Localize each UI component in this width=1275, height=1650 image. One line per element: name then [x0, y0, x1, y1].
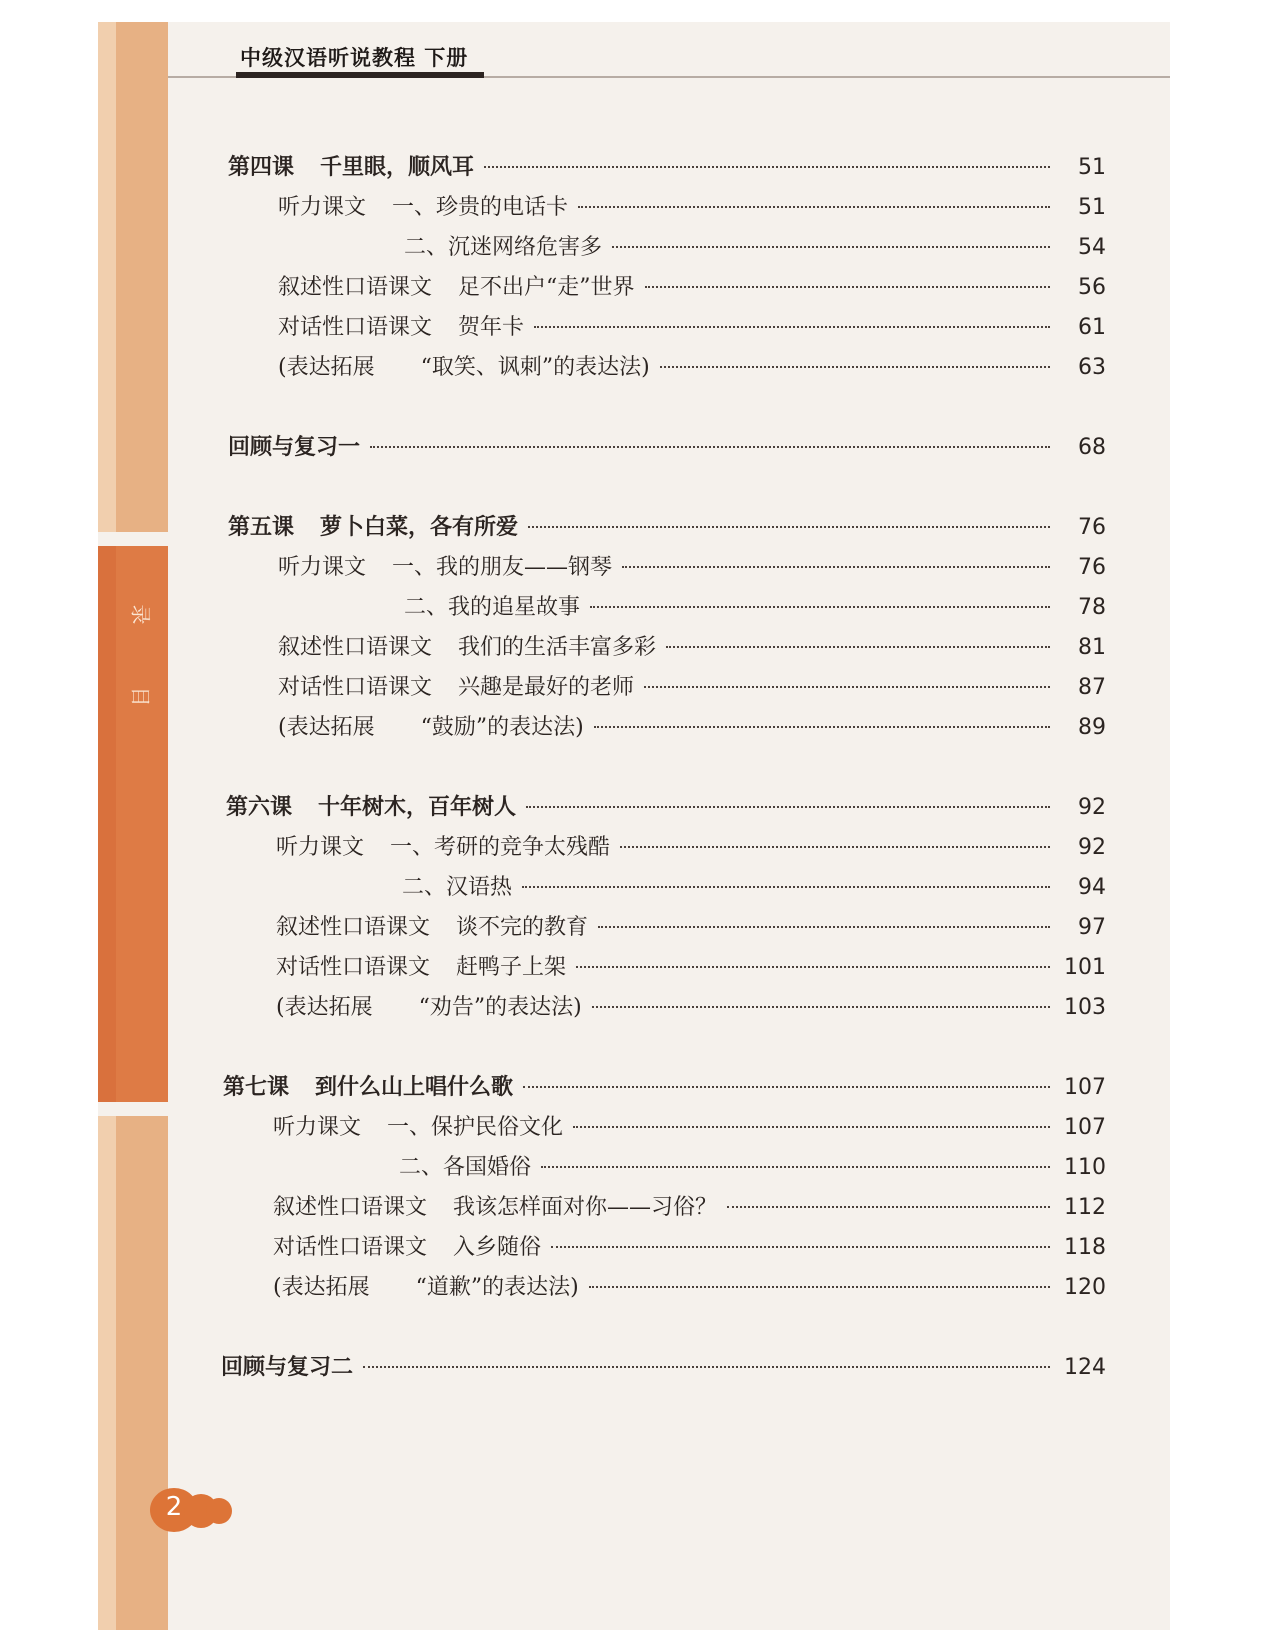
- dot-leader: [589, 1264, 1050, 1288]
- toc-entry-title: 谈不完的教育: [456, 915, 589, 940]
- toc-entry-title: 兴趣是最好的老师: [458, 675, 635, 700]
- dot-leader: [551, 1224, 1050, 1248]
- toc-row-lesson: [228, 150, 1106, 180]
- toc-row-sub: [276, 910, 1106, 940]
- toc-row-sub2: [278, 230, 1106, 260]
- table-of-contents: [98, 22, 1170, 1630]
- toc-page-number: 92: [1078, 795, 1106, 820]
- dot-leader: [370, 424, 1050, 448]
- toc-entry-label: 叙述性口语课文: [278, 635, 433, 660]
- dot-leader: [484, 144, 1050, 168]
- toc-entry-title: 二、汉语热: [402, 875, 513, 900]
- book-page: [98, 22, 1170, 1630]
- toc-entry-label: 第六课: [226, 795, 293, 820]
- toc-page-number: 56: [1078, 275, 1106, 300]
- toc-row-review: [228, 430, 1106, 460]
- section-tab-char: 目: [128, 686, 153, 707]
- toc-page-number: 76: [1078, 515, 1106, 540]
- dot-leader: [528, 504, 1050, 528]
- toc-entry-label: (表达拓展: [278, 715, 375, 740]
- toc-row-sub2: [276, 870, 1106, 900]
- toc-row-review: [221, 1350, 1106, 1380]
- toc-page-number: 120: [1064, 1275, 1106, 1300]
- dot-leader: [598, 904, 1050, 928]
- toc-row-lesson: [223, 1070, 1106, 1100]
- toc-entry-title: 赶鸭子上架: [456, 955, 567, 980]
- toc-row-sub: [278, 550, 1106, 580]
- dot-leader: [612, 224, 1050, 248]
- toc-entry-title: 萝卜白菜，各有所爱: [320, 515, 519, 540]
- toc-page-number: 110: [1064, 1155, 1106, 1180]
- dot-leader: [660, 344, 1050, 368]
- toc-row-sub: [278, 270, 1106, 300]
- toc-page-number: 94: [1078, 875, 1106, 900]
- toc-page-number: 87: [1078, 675, 1106, 700]
- toc-page-number: 97: [1078, 915, 1106, 940]
- toc-entry-label: 对话性口语课文: [276, 955, 431, 980]
- toc-entry-label: 听力课文: [273, 1115, 362, 1140]
- toc-page-number: 118: [1064, 1235, 1106, 1260]
- toc-entry-title: 一、保护民俗文化: [387, 1115, 564, 1140]
- toc-page-number: 112: [1064, 1195, 1106, 1220]
- dot-leader: [541, 1144, 1050, 1168]
- toc-page-number: 51: [1078, 195, 1106, 220]
- toc-entry-label: 对话性口语课文: [278, 675, 433, 700]
- toc-row-sub: [276, 950, 1106, 980]
- toc-entry-title: 入乡随俗: [453, 1235, 542, 1260]
- dot-leader: [645, 264, 1050, 288]
- toc-row-sub: [278, 310, 1106, 340]
- dot-leader: [576, 944, 1050, 968]
- toc-row-sub: [278, 190, 1106, 220]
- toc-page-number: 81: [1078, 635, 1106, 660]
- toc-entry-title: 一、珍贵的电话卡: [392, 195, 569, 220]
- toc-page-number: 101: [1064, 955, 1106, 980]
- toc-entry-title: “取笑、讽刺”的表达法): [420, 355, 650, 380]
- toc-entry-title: 二、各国婚俗: [399, 1155, 532, 1180]
- toc-entry-title: “鼓励”的表达法): [420, 715, 584, 740]
- toc-page-number: 124: [1064, 1355, 1106, 1380]
- toc-page-number: 103: [1064, 995, 1106, 1020]
- dot-leader: [622, 544, 1050, 568]
- toc-entry-title: 十年树木，百年树人: [318, 795, 517, 820]
- toc-entry-label: 对话性口语课文: [278, 315, 433, 340]
- dot-leader: [363, 1344, 1050, 1368]
- toc-entry-label: 听力课文: [278, 555, 367, 580]
- toc-row-lesson: [226, 790, 1106, 820]
- toc-page-number: 78: [1078, 595, 1106, 620]
- dot-leader: [594, 704, 1050, 728]
- toc-page-number: 107: [1064, 1115, 1106, 1140]
- toc-page-number: 107: [1064, 1075, 1106, 1100]
- toc-page-number: 92: [1078, 835, 1106, 860]
- toc-entry-title: 我该怎样面对你——习俗？: [453, 1195, 718, 1220]
- dot-leader: [590, 584, 1050, 608]
- toc-row-sub: [278, 710, 1106, 740]
- toc-entry-label: 第五课: [228, 515, 295, 540]
- toc-entry-title: 贺年卡: [458, 315, 525, 340]
- toc-row-sub: [278, 670, 1106, 700]
- toc-page-number: 54: [1078, 235, 1106, 260]
- dot-leader: [534, 304, 1050, 328]
- toc-row-sub2: [278, 590, 1106, 620]
- toc-page-number: 51: [1078, 155, 1106, 180]
- toc-row-sub: [276, 990, 1106, 1020]
- dot-leader: [523, 1064, 1050, 1088]
- toc-entry-title: 一、我的朋友——钢琴: [392, 555, 613, 580]
- toc-row-lesson: [228, 510, 1106, 540]
- dot-leader: [578, 184, 1050, 208]
- toc-entry-title: 千里眼，顺风耳: [320, 155, 475, 180]
- toc-entry-label: 对话性口语课文: [273, 1235, 428, 1260]
- toc-page-number: 89: [1078, 715, 1106, 740]
- toc-entry-label: 回顾与复习一: [228, 435, 361, 460]
- toc-page-number: 68: [1078, 435, 1106, 460]
- toc-entry-title: “道歉”的表达法): [415, 1275, 579, 1300]
- dot-leader: [620, 824, 1050, 848]
- toc-entry-label: 叙述性口语课文: [276, 915, 431, 940]
- badge-circle: [206, 1498, 232, 1524]
- toc-entry-title: “劝告”的表达法): [418, 995, 582, 1020]
- toc-entry-label: (表达拓展: [273, 1275, 370, 1300]
- toc-entry-title: 足不出户“走”世界: [458, 275, 635, 300]
- toc-entry-title: 到什么山上唱什么歌: [315, 1075, 514, 1100]
- dot-leader: [526, 784, 1050, 808]
- toc-row-sub: [276, 830, 1106, 860]
- toc-row-sub: [278, 350, 1106, 380]
- toc-row-sub: [278, 630, 1106, 660]
- toc-entry-label: (表达拓展: [276, 995, 373, 1020]
- toc-row-sub: [273, 1110, 1106, 1140]
- toc-entry-label: 回顾与复习二: [221, 1355, 354, 1380]
- toc-page-number: 76: [1078, 555, 1106, 580]
- dot-leader: [592, 984, 1050, 1008]
- toc-entry-label: (表达拓展: [278, 355, 375, 380]
- toc-entry-label: 听力课文: [276, 835, 365, 860]
- toc-entry-label: 叙述性口语课文: [278, 275, 433, 300]
- running-header-title: 中级汉语听说教程 下册: [240, 46, 469, 70]
- dot-leader: [573, 1104, 1050, 1128]
- toc-entry-label: 叙述性口语课文: [273, 1195, 428, 1220]
- toc-entry-label: 听力课文: [278, 195, 367, 220]
- dot-leader: [666, 624, 1050, 648]
- dot-leader: [727, 1184, 1050, 1208]
- toc-entry-title: 一、考研的竞争太残酷: [390, 835, 611, 860]
- toc-entry-title: 二、沉迷网络危害多: [404, 235, 603, 260]
- toc-page-number: 61: [1078, 315, 1106, 340]
- dot-leader: [644, 664, 1050, 688]
- toc-entry-label: 第四课: [228, 155, 295, 180]
- section-tab-char: 录: [128, 604, 153, 625]
- toc-row-sub: [273, 1190, 1106, 1220]
- dot-leader: [522, 864, 1050, 888]
- page-number-badge: [150, 1488, 228, 1532]
- page-number: 2: [165, 1492, 183, 1522]
- toc-entry-label: 第七课: [223, 1075, 290, 1100]
- toc-page-number: 63: [1078, 355, 1106, 380]
- toc-entry-title: 二、我的追星故事: [404, 595, 581, 620]
- toc-row-sub: [273, 1270, 1106, 1300]
- toc-row-sub2: [273, 1150, 1106, 1180]
- toc-entry-title: 我们的生活丰富多彩: [458, 635, 657, 660]
- toc-row-sub: [273, 1230, 1106, 1260]
